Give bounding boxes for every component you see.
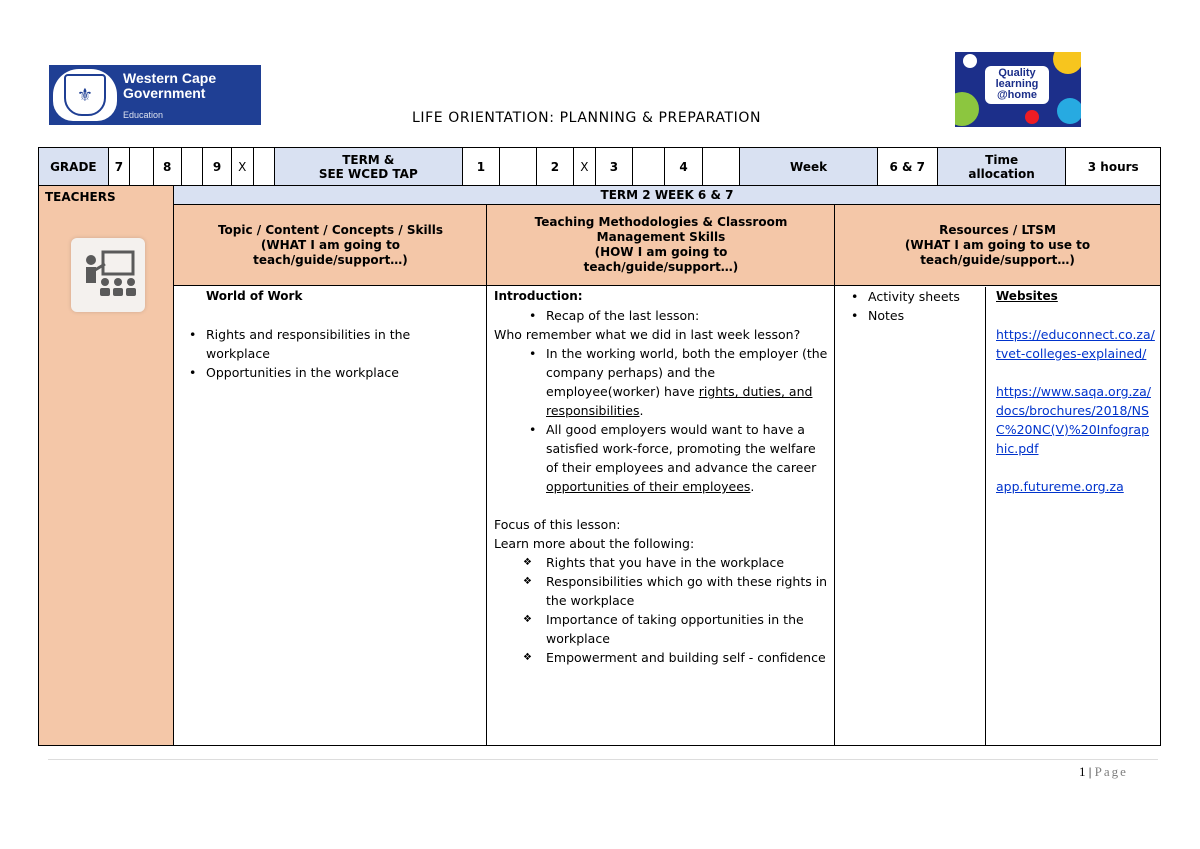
websites-label: Websites (996, 289, 1058, 303)
term-4: 4 (665, 148, 703, 187)
grade-9-mark: X (232, 148, 253, 187)
intro-bullet-1: • In the working world, both the employer (the company perhaps) and the employee(worker) have rights, duties, and responsibilities. (546, 344, 828, 420)
grade-7: 7 (108, 148, 129, 187)
grade-label: GRADE (39, 148, 109, 187)
term-1: 1 (462, 148, 500, 187)
intro-bullet-2: • All good employers would want to have a satisfied work-force, promoting the welfare of their employees and advance the career opportunities of their employees. (546, 420, 828, 496)
term-2-mark: X (574, 148, 595, 187)
page-title: LIFE ORIENTATION: PLANNING & PREPARATION (412, 110, 762, 126)
quality-learning-logo (955, 52, 1081, 127)
coat-of-arms-icon: ⚜ (53, 69, 117, 121)
grade-7-box (130, 148, 154, 187)
resources-content (836, 287, 985, 745)
week-value: 6 & 7 (877, 148, 937, 187)
topic-title: World of Work (206, 289, 303, 303)
term-week-row: TERM 2 WEEK 6 & 7 (174, 186, 1160, 205)
header-table (38, 147, 1161, 187)
saqa-link[interactable]: https://www.saqa.org.za/docs/brochures/2018/NSC%20NC(V)%20Infographic.pdf (996, 384, 1151, 456)
time-value: 3 hours (1066, 148, 1161, 187)
time-label: Time allocation (937, 148, 1066, 187)
teachers-label: TEACHERS (45, 190, 116, 204)
focus-item: ❖ Importance of taking opportunities in the workplace (546, 610, 828, 648)
topic-item: • Rights and responsibilities in the workplace (206, 325, 478, 363)
wced-logo (49, 65, 261, 125)
spacer (253, 148, 274, 187)
week-label: Week (740, 148, 877, 187)
term-2: 2 (536, 148, 574, 187)
recap-question: Who remember what we did in last week lesson? (494, 327, 801, 342)
websites-content (987, 287, 1160, 745)
learn-heading: Learn more about the following: (494, 536, 695, 551)
term-1-box (500, 148, 536, 187)
term-4-box (702, 148, 740, 187)
footer-divider (48, 759, 1158, 760)
topic-item: • Opportunities in the workplace (206, 363, 478, 382)
term-3: 3 (595, 148, 633, 187)
recap-item: • Recap of the last lesson: (529, 308, 700, 323)
logo-right-line3: @home (996, 89, 1038, 101)
grade-8-box (181, 148, 202, 187)
focus-item: ❖ Empowerment and building self - confidence (546, 648, 828, 667)
futureme-link[interactable]: app.futureme.org.za (996, 479, 1124, 494)
page-number: 1 | Page (1079, 764, 1128, 779)
logo-line3: Education (123, 109, 164, 120)
lesson-plan-body (38, 185, 1161, 746)
focus-item: ❖ Responsibilities which go with these rights in the workplace (546, 572, 828, 610)
intro-heading: Introduction: (494, 289, 583, 303)
method-content (488, 287, 834, 745)
logo-line2: Government (123, 84, 206, 101)
logo-line1: Western Cape (123, 69, 217, 86)
resource-item: • Notes (868, 306, 981, 325)
topic-column-header: Topic / Content / Concepts / Skills (WHAT I am going to teach/guide/support…) (174, 205, 487, 286)
resources-column-header: Resources / LTSM (WHAT I am going to use to teach/guide/support…) (835, 205, 1160, 286)
focus-heading: Focus of this lesson: (494, 517, 621, 532)
logo-right-line2: learning (995, 78, 1039, 90)
topic-content (174, 287, 486, 745)
grade-8: 8 (153, 148, 181, 187)
term-label: TERM & SEE WCED TAP (274, 148, 462, 187)
grade-9: 9 (203, 148, 232, 187)
educonnect-link[interactable]: https://educonnect.co.za/tvet-colleges-explained/ (996, 327, 1155, 361)
focus-item: ❖ Rights that you have in the workplace (546, 553, 828, 572)
method-column-header: Teaching Methodologies & Classroom Management Skills (HOW I am going to teach/guide/support…) (487, 205, 835, 286)
teacher-classroom-icon (71, 238, 145, 312)
term-3-box (633, 148, 665, 187)
resource-item: • Activity sheets (868, 287, 981, 306)
logo-right-line1: Quality (998, 67, 1036, 79)
teachers-column (39, 186, 174, 745)
